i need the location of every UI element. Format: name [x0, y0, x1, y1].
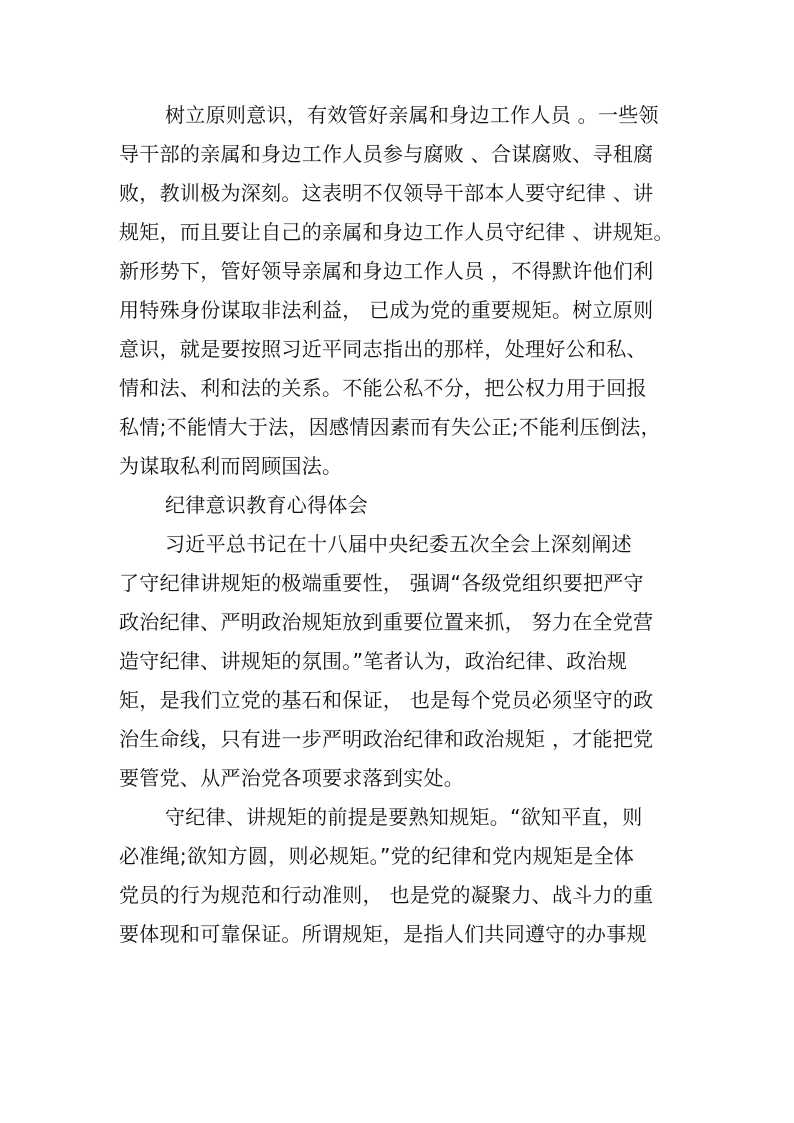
paragraph-line: 政治纪律、严明政治规矩放到重要位置来抓， 努力在全党营	[119, 610, 654, 634]
paragraph-line: 树立原则意识，有效管好亲属和身边工作人员 。一些领	[165, 103, 659, 127]
paragraph-line: 规矩，而且要让自己的亲属和身边工作人员守纪律 、讲规矩。	[119, 220, 674, 244]
paragraph-line: 习近平总书记在十八届中央纪委五次全会上深刻阐述	[165, 532, 632, 556]
paragraph-line: 守纪律、讲规矩的前提是要熟知规矩。“欲知平直，则	[165, 805, 643, 829]
paragraph-line: 必准绳;欲知方圆，则必规矩。”党的纪律和党内规矩是全体	[119, 844, 635, 868]
paragraph-line: 了守纪律讲规矩的极端重要性， 强调“各级党组织要把严守	[119, 571, 644, 595]
paragraph-line: 党员的行为规范和行动准则， 也是党的凝聚力、战斗力的重	[119, 883, 654, 907]
paragraph-line: 败，教训极为深刻。这表明不仅领导干部本人要守纪律 、讲	[119, 181, 654, 205]
body-text	[119, 96, 685, 954]
section-heading: 纪律意识教育心得体会	[165, 493, 368, 517]
paragraph-line: 为谋取私利而罔顾国法。	[119, 454, 343, 478]
paragraph-line: 矩，是我们立党的基石和保证， 也是每个党员必须坚守的政	[119, 688, 654, 712]
paragraph-line: 要管党、从严治党各项要求落到实处。	[119, 766, 465, 790]
paragraph-line: 私情;不能情大于法，因感情因素而有失公正;不能利压倒法，	[119, 415, 661, 439]
paragraph-line: 意识，就是要按照习近平同志指出的那样，处理好公和私、	[119, 337, 647, 361]
paragraph-line: 导干部的亲属和身边工作人员参与腐败 、合谋腐败、寻租腐	[119, 142, 654, 166]
paragraph-line: 要体现和可靠保证。所谓规矩，是指人们共同遵守的办事规	[119, 922, 647, 946]
paragraph-line: 造守纪律、讲规矩的氛围。”笔者认为，政治纪律、政治规	[119, 649, 628, 673]
paragraph-line: 新形势下，管好领导亲属和身边工作人员 ，不得默许他们利	[119, 259, 654, 283]
paragraph-line: 情和法、利和法的关系。不能公私不分，把公权力用于回报	[119, 376, 647, 400]
paragraph-line: 治生命线，只有进一步严明政治纪律和政治规矩 ，才能把党	[119, 727, 654, 751]
paragraph-line: 用特殊身份谋取非法利益， 已成为党的重要规矩。树立原则	[119, 298, 654, 322]
